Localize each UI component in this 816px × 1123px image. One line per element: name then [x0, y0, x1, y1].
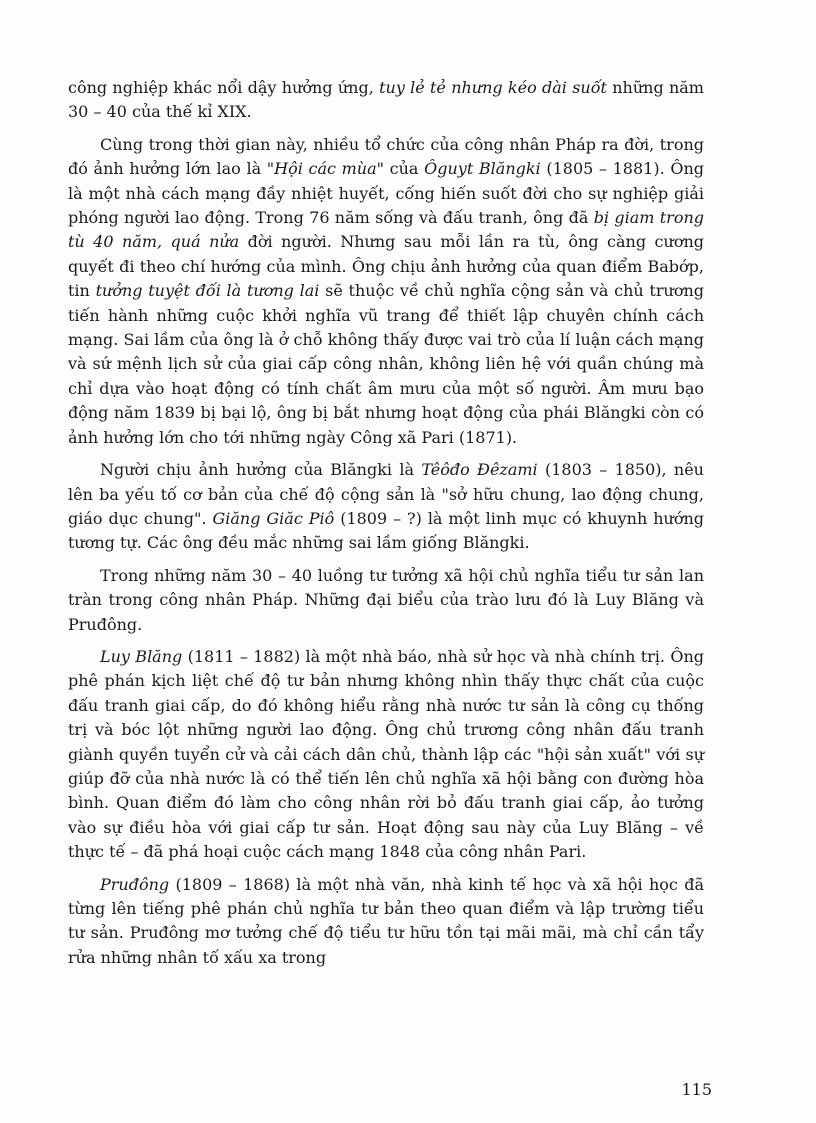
italic-text: Luy Blăng [100, 646, 183, 666]
text-run: (1803 – 1850), nêu lên ba yếu tố cơ bản của chế độ cộng sản là "sở hữu chung, lao động chung, giáo dục chung". [68, 460, 704, 528]
text-run: Trong những năm 30 – 40 luồng tư tưởng xã hội chủ nghĩa tiểu tư sản lan tràn trong công nhân Pháp. Những đại biểu của trào lưu đó là Luy Blăng và Pruđông. [68, 565, 704, 634]
text-run: (1809 – 1868) là một nhà văn, nhà kinh tế học và xã hội học đã từng lên tiếng phê phán chủ nghĩa tư bản theo quan điểm và lập trường tiểu tư sản. Pruđông mơ tưởng chế độ tiểu tư hữu tồn tại mãi mãi, mà chỉ cần tẩy rửa những nhân tố xấu xa trong [68, 874, 704, 967]
text-run: của [383, 159, 425, 179]
body-text [68, 76, 704, 978]
paragraph [68, 76, 704, 125]
italic-text: tưởng tuyệt đối là tương lai [95, 281, 320, 301]
text-run: (1809 – ?) là một linh mục có khuynh hướng tương tự. Các ông đều mắc những sai lầm giống Blăngki. [68, 508, 705, 553]
text-run: đời người. Nhưng sau mỗi lần ra tù, ông càng cương quyết đi theo chí hướng của mình. Ông chịu ảnh hưởng của quan điểm Babớp, tin [68, 232, 704, 301]
text-run: những năm 30 – 40 của thế kỉ XIX. [68, 78, 704, 122]
italic-text: bị giam trong tù 40 năm, quá nửa [68, 208, 704, 252]
italic-text: "Hội các mùa" [266, 159, 384, 179]
paragraph [68, 564, 704, 637]
text-run: (1811 – 1882) là một nhà báo, nhà sử học và nhà chính trị. Ông phê phán kịch liệt chế độ tư bản nhưng không nhìn thấy thực chất của cuộc đấu tranh giai cấp, do đó không hiểu rằng nhà nước tư sản là công cụ thống trị và bóc lột những người lao động. Ông chủ trương công nhân đấu tranh giành quyền tuyển cử và cải cách dân chủ, thành lập các "hội sản xuất" với sự giúp đỡ của nhà nước là có thể tiến lên chủ nghĩa xã hội bằng con đường hòa bình. Quan điểm đó làm cho công nhân rời bỏ đấu tranh giai cấp, ảo tưởng vào sự điều hòa với giai cấp tư sản. Hoạt động sau này của Luy Blăng – về thực tế – đã phá hoại cuộc cách mạng 1848 của công nhân Pari. [68, 646, 704, 862]
paragraph [68, 133, 704, 450]
paragraph [68, 458, 704, 556]
text-run: sẽ thuộc về chủ nghĩa cộng sản và chủ trương tiến hành những cuộc khởi nghĩa vũ trang để thiết lập chuyên chính cách mạng. Sai lầm của ông là ở chỗ không thấy được vai trò của lí luận cách mạng và sứ mệnh lịch sử của giai cấp công nhân, không liên hệ với quần chúng mà chỉ dựa vào hoạt động có tính chất âm mưu của một số người. Âm mưu bạo động năm 1839 bị bại lộ, ông bị bắt nhưng hoạt động của phái Blăngki còn có ảnh hưởng lớn cho tới những ngày Công xã Pari (1871). [68, 281, 704, 447]
text-run: Người chịu ảnh hưởng của Blăngki là [100, 460, 422, 480]
italic-text: tuy lẻ tẻ nhưng kéo dài suốt [379, 78, 607, 97]
italic-text: Ôguyt Blăngki [424, 159, 541, 179]
page-number: 115 [681, 1080, 712, 1099]
text-run: công nghiệp khác nổi dậy hưởng ứng, [68, 78, 380, 97]
italic-text: Pruđông [100, 874, 170, 894]
italic-text: Têôđo Đêzami [421, 460, 538, 480]
paragraph [68, 645, 704, 865]
italic-text: Giăng Giăc Piô [212, 508, 335, 528]
text-run: (1805 – 1881). Ông là một nhà cách mạng đầy nhiệt huyết, cống hiến suốt đời cho sự nghiệp giải phóng người lao động. Trong 76 năm sống và đấu tranh, ông đã [68, 159, 704, 228]
text-run: Cùng trong thời gian này, nhiều tổ chức của công nhân Pháp ra đời, trong đó ảnh hưởng lớn lao là [68, 134, 704, 179]
paragraph [68, 873, 704, 971]
